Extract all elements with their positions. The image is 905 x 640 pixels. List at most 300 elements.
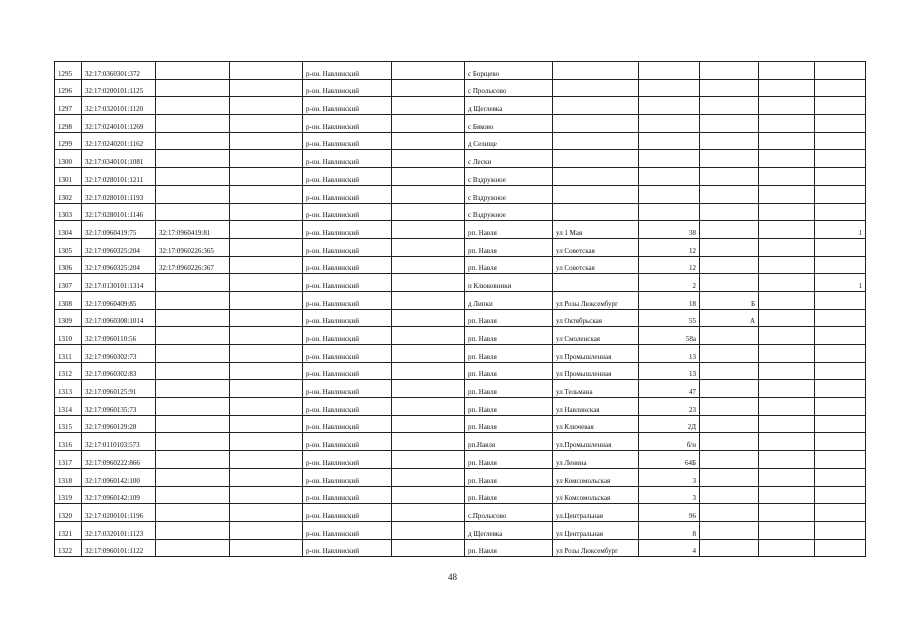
settlement-cell: с Вздружное bbox=[465, 168, 553, 186]
empty-cell bbox=[230, 203, 303, 221]
house-letter-cell bbox=[700, 168, 759, 186]
cadastral-number-cell: 32:17:0340101:1081 bbox=[82, 150, 156, 168]
empty-cell bbox=[759, 221, 815, 239]
house-number-cell bbox=[639, 115, 700, 133]
row-number-cell: 1306 bbox=[55, 256, 82, 274]
empty-cell bbox=[759, 362, 815, 380]
empty-cell bbox=[230, 539, 303, 557]
empty-cell bbox=[230, 115, 303, 133]
cadastral-number-cell: 32:17:0960135:73 bbox=[82, 398, 156, 416]
district-cell: р-он. Навлинский bbox=[303, 309, 392, 327]
house-letter-cell bbox=[700, 345, 759, 363]
house-letter-cell bbox=[700, 398, 759, 416]
extra-value-cell bbox=[815, 345, 866, 363]
district-cell: р-он. Навлинский bbox=[303, 539, 392, 557]
row-number-cell: 1307 bbox=[55, 274, 82, 292]
settlement-cell: с.Пролысово bbox=[465, 504, 553, 522]
parent-cadastral-number-cell bbox=[156, 415, 230, 433]
empty-cell bbox=[230, 415, 303, 433]
cadastral-number-cell: 32:17:0110103:573 bbox=[82, 433, 156, 451]
empty-cell bbox=[230, 327, 303, 345]
district-cell: р-он. Навлинский bbox=[303, 380, 392, 398]
empty-cell bbox=[759, 451, 815, 469]
house-number-cell bbox=[639, 150, 700, 168]
house-letter-cell bbox=[700, 327, 759, 345]
empty-cell bbox=[392, 486, 465, 504]
empty-cell bbox=[392, 291, 465, 309]
table-row bbox=[55, 185, 866, 203]
table-row bbox=[55, 203, 866, 221]
settlement-cell: рп. Навля bbox=[465, 468, 553, 486]
extra-value-cell: 1 bbox=[815, 274, 866, 292]
empty-cell bbox=[759, 185, 815, 203]
street-cell: ул Советская bbox=[553, 256, 639, 274]
empty-cell bbox=[392, 221, 465, 239]
row-number-cell: 1321 bbox=[55, 521, 82, 539]
street-cell: ул Ключевая bbox=[553, 415, 639, 433]
row-number-cell: 1296 bbox=[55, 79, 82, 97]
empty-cell bbox=[230, 274, 303, 292]
empty-cell bbox=[759, 327, 815, 345]
cadastral-number-cell: 32:17:0320101:1123 bbox=[82, 521, 156, 539]
district-cell: р-он. Навлинский bbox=[303, 521, 392, 539]
table-row bbox=[55, 362, 866, 380]
empty-cell bbox=[759, 62, 815, 80]
street-cell: ул Навлинская bbox=[553, 398, 639, 416]
house-number-cell: 8 bbox=[639, 521, 700, 539]
empty-cell bbox=[392, 345, 465, 363]
extra-value-cell bbox=[815, 327, 866, 345]
parent-cadastral-number-cell bbox=[156, 486, 230, 504]
row-number-cell: 1318 bbox=[55, 468, 82, 486]
district-cell: р-он. Навлинский bbox=[303, 433, 392, 451]
parent-cadastral-number-cell bbox=[156, 97, 230, 115]
settlement-cell: д Щеглевка bbox=[465, 521, 553, 539]
house-number-cell: 4 bbox=[639, 539, 700, 557]
parent-cadastral-number-cell: 32:17:0960226:365 bbox=[156, 238, 230, 256]
empty-cell bbox=[392, 433, 465, 451]
house-number-cell: 38 bbox=[639, 221, 700, 239]
district-cell: р-он. Навлинский bbox=[303, 256, 392, 274]
row-number-cell: 1312 bbox=[55, 362, 82, 380]
cadastral-number-cell: 32:17:0960129:28 bbox=[82, 415, 156, 433]
district-cell: р-он. Навлинский bbox=[303, 345, 392, 363]
empty-cell bbox=[230, 291, 303, 309]
row-number-cell: 1301 bbox=[55, 168, 82, 186]
cadastral-number-cell: 32:17:0360301:372 bbox=[82, 62, 156, 80]
extra-value-cell bbox=[815, 398, 866, 416]
empty-cell bbox=[392, 203, 465, 221]
empty-cell bbox=[230, 256, 303, 274]
house-letter-cell: А bbox=[700, 309, 759, 327]
extra-value-cell bbox=[815, 362, 866, 380]
row-number-cell: 1308 bbox=[55, 291, 82, 309]
extra-value-cell bbox=[815, 451, 866, 469]
empty-cell bbox=[392, 398, 465, 416]
district-cell: р-он. Навлинский bbox=[303, 168, 392, 186]
house-letter-cell bbox=[700, 62, 759, 80]
district-cell: р-он. Навлинский bbox=[303, 203, 392, 221]
settlement-cell: рп. Навля bbox=[465, 415, 553, 433]
street-cell bbox=[553, 132, 639, 150]
table-row bbox=[55, 486, 866, 504]
parent-cadastral-number-cell bbox=[156, 521, 230, 539]
row-number-cell: 1295 bbox=[55, 62, 82, 80]
street-cell: ул 1 Мая bbox=[553, 221, 639, 239]
cadastral-number-cell: 32:17:0960308:1014 bbox=[82, 309, 156, 327]
row-number-cell: 1303 bbox=[55, 203, 82, 221]
house-letter-cell bbox=[700, 79, 759, 97]
table-row bbox=[55, 132, 866, 150]
house-number-cell: 23 bbox=[639, 398, 700, 416]
extra-value-cell bbox=[815, 168, 866, 186]
empty-cell bbox=[392, 362, 465, 380]
settlement-cell: рп. Навля bbox=[465, 398, 553, 416]
house-number-cell: 64Б bbox=[639, 451, 700, 469]
parent-cadastral-number-cell bbox=[156, 380, 230, 398]
street-cell: ул Розы Люксембург bbox=[553, 291, 639, 309]
table-row bbox=[55, 415, 866, 433]
empty-cell bbox=[759, 274, 815, 292]
table-row bbox=[55, 309, 866, 327]
parent-cadastral-number-cell: 32:17:0960226:367 bbox=[156, 256, 230, 274]
parent-cadastral-number-cell bbox=[156, 451, 230, 469]
row-number-cell: 1305 bbox=[55, 238, 82, 256]
empty-cell bbox=[759, 256, 815, 274]
empty-cell bbox=[392, 115, 465, 133]
extra-value-cell bbox=[815, 415, 866, 433]
empty-cell bbox=[759, 309, 815, 327]
cadastral-number-cell: 32:17:0960302:83 bbox=[82, 362, 156, 380]
table-row bbox=[55, 539, 866, 557]
house-letter-cell bbox=[700, 150, 759, 168]
cadastral-number-cell: 32:17:0960302:73 bbox=[82, 345, 156, 363]
house-letter-cell bbox=[700, 238, 759, 256]
cadastral-number-cell: 32:17:0200101:1196 bbox=[82, 504, 156, 522]
row-number-cell: 1315 bbox=[55, 415, 82, 433]
cadastral-number-cell: 32:17:0280101:1146 bbox=[82, 203, 156, 221]
settlement-cell: рп.Навля bbox=[465, 433, 553, 451]
table-row bbox=[55, 150, 866, 168]
settlement-cell: рп. Навля bbox=[465, 256, 553, 274]
parent-cadastral-number-cell: 32:17:0960419:81 bbox=[156, 221, 230, 239]
empty-cell bbox=[392, 97, 465, 115]
table-row bbox=[55, 97, 866, 115]
house-number-cell bbox=[639, 168, 700, 186]
settlement-cell: с Борщево bbox=[465, 62, 553, 80]
house-number-cell bbox=[639, 132, 700, 150]
house-number-cell: 2 bbox=[639, 274, 700, 292]
row-number-cell: 1311 bbox=[55, 345, 82, 363]
parent-cadastral-number-cell bbox=[156, 468, 230, 486]
cadastral-number-cell: 32:17:0280101:1193 bbox=[82, 185, 156, 203]
empty-cell bbox=[230, 97, 303, 115]
empty-cell bbox=[759, 433, 815, 451]
district-cell: р-он. Навлинский bbox=[303, 327, 392, 345]
district-cell: р-он. Навлинский bbox=[303, 79, 392, 97]
table-row bbox=[55, 256, 866, 274]
extra-value-cell bbox=[815, 433, 866, 451]
house-letter-cell bbox=[700, 468, 759, 486]
parent-cadastral-number-cell bbox=[156, 274, 230, 292]
street-cell bbox=[553, 203, 639, 221]
district-cell: р-он. Навлинский bbox=[303, 451, 392, 469]
house-number-cell: 12 bbox=[639, 238, 700, 256]
parent-cadastral-number-cell bbox=[156, 362, 230, 380]
house-number-cell: 13 bbox=[639, 345, 700, 363]
empty-cell bbox=[392, 274, 465, 292]
empty-cell bbox=[759, 97, 815, 115]
parent-cadastral-number-cell bbox=[156, 433, 230, 451]
district-cell: р-он. Навлинский bbox=[303, 486, 392, 504]
extra-value-cell bbox=[815, 256, 866, 274]
table-row bbox=[55, 291, 866, 309]
parent-cadastral-number-cell bbox=[156, 185, 230, 203]
empty-cell bbox=[230, 451, 303, 469]
settlement-cell: с Вздружное bbox=[465, 203, 553, 221]
street-cell: ул Комсомольская bbox=[553, 468, 639, 486]
empty-cell bbox=[230, 79, 303, 97]
parent-cadastral-number-cell bbox=[156, 327, 230, 345]
settlement-cell: рп. Навля bbox=[465, 539, 553, 557]
extra-value-cell bbox=[815, 150, 866, 168]
street-cell: ул.Промышленная bbox=[553, 433, 639, 451]
district-cell: р-он. Навлинский bbox=[303, 185, 392, 203]
district-cell: р-он. Навлинский bbox=[303, 504, 392, 522]
house-letter-cell bbox=[700, 185, 759, 203]
settlement-cell: рп. Навля bbox=[465, 486, 553, 504]
street-cell: ул Тельмана bbox=[553, 380, 639, 398]
house-letter-cell bbox=[700, 539, 759, 557]
empty-cell bbox=[759, 539, 815, 557]
extra-value-cell bbox=[815, 504, 866, 522]
house-letter-cell bbox=[700, 362, 759, 380]
house-number-cell: 12 bbox=[639, 256, 700, 274]
house-number-cell: 13 bbox=[639, 362, 700, 380]
district-cell: р-он. Навлинский bbox=[303, 274, 392, 292]
district-cell: р-он. Навлинский bbox=[303, 150, 392, 168]
extra-value-cell bbox=[815, 185, 866, 203]
district-cell: р-он. Навлинский bbox=[303, 115, 392, 133]
empty-cell bbox=[759, 345, 815, 363]
empty-cell bbox=[759, 486, 815, 504]
settlement-cell: рп. Навля bbox=[465, 345, 553, 363]
settlement-cell: с Бяково bbox=[465, 115, 553, 133]
table-row bbox=[55, 451, 866, 469]
street-cell: ул Советская bbox=[553, 238, 639, 256]
house-number-cell: 3 bbox=[639, 468, 700, 486]
street-cell bbox=[553, 79, 639, 97]
extra-value-cell bbox=[815, 62, 866, 80]
district-cell: р-он. Навлинский bbox=[303, 97, 392, 115]
house-letter-cell bbox=[700, 521, 759, 539]
cadastral-number-cell: 32:17:0960142:100 bbox=[82, 468, 156, 486]
cadastral-number-cell: 32:17:0240201:1162 bbox=[82, 132, 156, 150]
house-letter-cell bbox=[700, 97, 759, 115]
empty-cell bbox=[392, 256, 465, 274]
parent-cadastral-number-cell bbox=[156, 398, 230, 416]
house-letter-cell bbox=[700, 132, 759, 150]
extra-value-cell bbox=[815, 521, 866, 539]
cadastral-number-cell: 32:17:0960142:109 bbox=[82, 486, 156, 504]
house-letter-cell bbox=[700, 115, 759, 133]
table-row bbox=[55, 238, 866, 256]
empty-cell bbox=[392, 168, 465, 186]
street-cell bbox=[553, 274, 639, 292]
empty-cell bbox=[759, 398, 815, 416]
empty-cell bbox=[759, 521, 815, 539]
cadastral-number-cell: 32:17:0960325:204 bbox=[82, 238, 156, 256]
district-cell: р-он. Навлинский bbox=[303, 415, 392, 433]
table-row bbox=[55, 79, 866, 97]
row-number-cell: 1302 bbox=[55, 185, 82, 203]
table-row bbox=[55, 345, 866, 363]
house-number-cell: б/н bbox=[639, 433, 700, 451]
empty-cell bbox=[230, 150, 303, 168]
extra-value-cell bbox=[815, 309, 866, 327]
empty-cell bbox=[759, 132, 815, 150]
empty-cell bbox=[759, 150, 815, 168]
empty-cell bbox=[230, 468, 303, 486]
empty-cell bbox=[392, 521, 465, 539]
empty-cell bbox=[759, 203, 815, 221]
empty-cell bbox=[759, 504, 815, 522]
empty-cell bbox=[230, 132, 303, 150]
street-cell: ул Розы Люксембург bbox=[553, 539, 639, 557]
settlement-cell: рп. Навля bbox=[465, 451, 553, 469]
house-number-cell: 47 bbox=[639, 380, 700, 398]
table-row bbox=[55, 380, 866, 398]
empty-cell bbox=[230, 309, 303, 327]
parent-cadastral-number-cell bbox=[156, 150, 230, 168]
row-number-cell: 1299 bbox=[55, 132, 82, 150]
street-cell: ул Ленина bbox=[553, 451, 639, 469]
table-row bbox=[55, 504, 866, 522]
settlement-cell: п Клюковники bbox=[465, 274, 553, 292]
street-cell: ул Центральная bbox=[553, 521, 639, 539]
house-number-cell bbox=[639, 62, 700, 80]
row-number-cell: 1314 bbox=[55, 398, 82, 416]
house-number-cell: 58а bbox=[639, 327, 700, 345]
house-letter-cell: Б bbox=[700, 291, 759, 309]
district-cell: р-он. Навлинский bbox=[303, 62, 392, 80]
parent-cadastral-number-cell bbox=[156, 504, 230, 522]
district-cell: р-он. Навлинский bbox=[303, 221, 392, 239]
house-letter-cell bbox=[700, 504, 759, 522]
row-number-cell: 1322 bbox=[55, 539, 82, 557]
property-register-table bbox=[54, 61, 866, 557]
empty-cell bbox=[230, 345, 303, 363]
empty-cell bbox=[230, 398, 303, 416]
house-number-cell: 55 bbox=[639, 309, 700, 327]
cadastral-number-cell: 32:17:0240101:1269 bbox=[82, 115, 156, 133]
empty-cell bbox=[230, 168, 303, 186]
extra-value-cell bbox=[815, 468, 866, 486]
empty-cell bbox=[392, 415, 465, 433]
empty-cell bbox=[230, 185, 303, 203]
table-row bbox=[55, 274, 866, 292]
empty-cell bbox=[392, 451, 465, 469]
house-number-cell bbox=[639, 185, 700, 203]
row-number-cell: 1319 bbox=[55, 486, 82, 504]
table-row bbox=[55, 468, 866, 486]
house-letter-cell bbox=[700, 415, 759, 433]
street-cell: ул.Центральная bbox=[553, 504, 639, 522]
cadastral-number-cell: 32:17:0200101:1125 bbox=[82, 79, 156, 97]
parent-cadastral-number-cell bbox=[156, 79, 230, 97]
street-cell bbox=[553, 97, 639, 115]
table-row bbox=[55, 221, 866, 239]
settlement-cell: д Липки bbox=[465, 291, 553, 309]
row-number-cell: 1313 bbox=[55, 380, 82, 398]
parent-cadastral-number-cell bbox=[156, 345, 230, 363]
parent-cadastral-number-cell bbox=[156, 168, 230, 186]
empty-cell bbox=[230, 62, 303, 80]
row-number-cell: 1316 bbox=[55, 433, 82, 451]
house-number-cell bbox=[639, 79, 700, 97]
extra-value-cell bbox=[815, 486, 866, 504]
house-number-cell: 2Д bbox=[639, 415, 700, 433]
empty-cell bbox=[759, 168, 815, 186]
row-number-cell: 1298 bbox=[55, 115, 82, 133]
page-number: 48 bbox=[448, 572, 457, 582]
empty-cell bbox=[392, 79, 465, 97]
district-cell: р-он. Навлинский bbox=[303, 238, 392, 256]
house-letter-cell bbox=[700, 256, 759, 274]
table-body bbox=[55, 62, 866, 557]
house-number-cell bbox=[639, 203, 700, 221]
settlement-cell: рп. Навля bbox=[465, 380, 553, 398]
extra-value-cell bbox=[815, 115, 866, 133]
settlement-cell: рп. Навля bbox=[465, 221, 553, 239]
empty-cell bbox=[230, 504, 303, 522]
empty-cell bbox=[759, 238, 815, 256]
parent-cadastral-number-cell bbox=[156, 309, 230, 327]
extra-value-cell bbox=[815, 539, 866, 557]
empty-cell bbox=[392, 327, 465, 345]
empty-cell bbox=[759, 415, 815, 433]
cadastral-number-cell: 32:17:0960101:1122 bbox=[82, 539, 156, 557]
empty-cell bbox=[392, 539, 465, 557]
district-cell: р-он. Навлинский bbox=[303, 362, 392, 380]
cadastral-number-cell: 32:17:0320101:1120 bbox=[82, 97, 156, 115]
settlement-cell: с Пролысово bbox=[465, 79, 553, 97]
property-register-table-container bbox=[54, 61, 866, 557]
parent-cadastral-number-cell bbox=[156, 62, 230, 80]
parent-cadastral-number-cell bbox=[156, 291, 230, 309]
table-row bbox=[55, 398, 866, 416]
cadastral-number-cell: 32:17:0960409:85 bbox=[82, 291, 156, 309]
empty-cell bbox=[392, 504, 465, 522]
house-number-cell: 18 bbox=[639, 291, 700, 309]
empty-cell bbox=[759, 115, 815, 133]
house-number-cell bbox=[639, 97, 700, 115]
parent-cadastral-number-cell bbox=[156, 203, 230, 221]
cadastral-number-cell: 32:17:0280101:1211 bbox=[82, 168, 156, 186]
house-number-cell: 3 bbox=[639, 486, 700, 504]
settlement-cell: рп. Навля bbox=[465, 238, 553, 256]
street-cell bbox=[553, 62, 639, 80]
settlement-cell: рп. Навля bbox=[465, 309, 553, 327]
table-row bbox=[55, 115, 866, 133]
house-letter-cell bbox=[700, 380, 759, 398]
empty-cell bbox=[392, 238, 465, 256]
row-number-cell: 1300 bbox=[55, 150, 82, 168]
empty-cell bbox=[392, 468, 465, 486]
empty-cell bbox=[230, 380, 303, 398]
empty-cell bbox=[230, 486, 303, 504]
extra-value-cell: 1 bbox=[815, 221, 866, 239]
